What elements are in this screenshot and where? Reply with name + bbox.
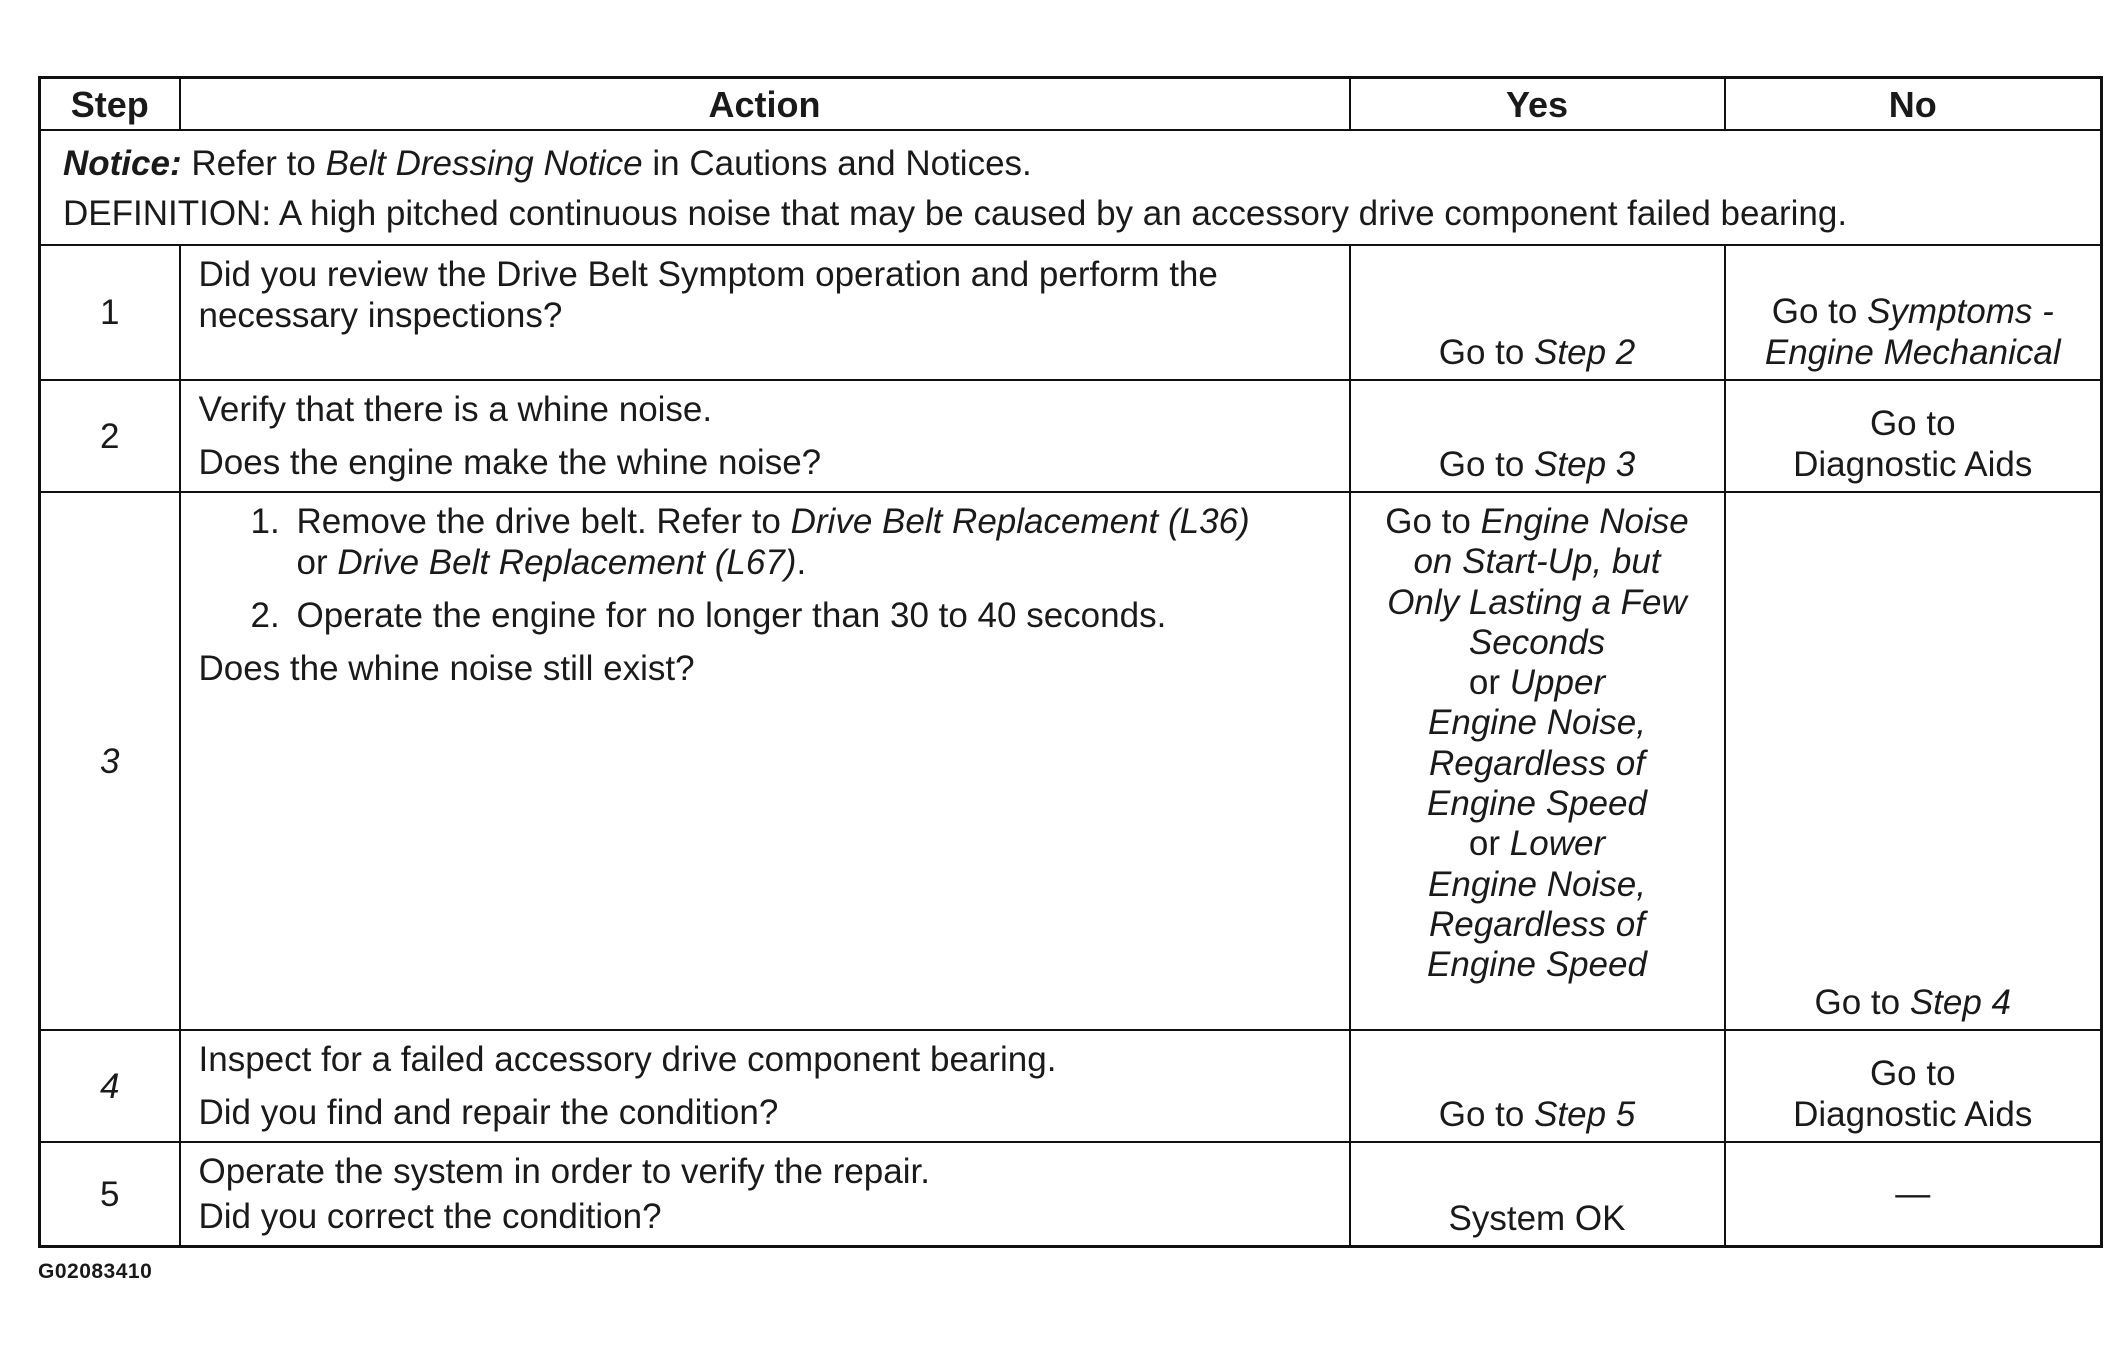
yes-cell — [1350, 1142, 1725, 1247]
table-row-step-3 — [40, 492, 2102, 1030]
yes-link-line[interactable] — [1355, 702, 1720, 742]
yes-link[interactable]: Step 3 — [1534, 445, 1636, 484]
yes-link-text[interactable]: Lower — [1509, 824, 1606, 864]
notice-link[interactable]: Belt Dressing Notice — [325, 144, 643, 183]
yes-text: System OK — [1448, 1199, 1626, 1238]
notice-line — [63, 137, 2078, 190]
yes-prefix: Go to — [1385, 502, 1481, 541]
yes-link-line[interactable] — [1355, 743, 1720, 783]
list-item — [251, 501, 1329, 583]
action-text: Inspect for a failed accessory drive component bearing. — [198, 1040, 1057, 1079]
yes-link-line[interactable] — [1355, 864, 1720, 904]
header-no: No — [1725, 78, 2102, 131]
action-text: Did you review the Drive Belt Symptom operation and perform the — [198, 255, 1218, 294]
action-text: necessary inspections? — [198, 296, 563, 335]
table-row-step-2 — [40, 380, 2102, 492]
no-link[interactable]: Diagnostic Aids — [1793, 445, 2033, 484]
yes-link-text[interactable]: on Start-Up, but — [1413, 542, 1661, 582]
yes-link-text[interactable]: Seconds — [1468, 622, 1606, 662]
notice-suffix: in Cautions and Notices. — [642, 144, 1032, 183]
notice-prefix: Refer to — [181, 144, 326, 183]
yes-link-line[interactable] — [1355, 783, 1720, 823]
no-link[interactable]: Diagnostic Aids — [1793, 1095, 2033, 1134]
yes-link-text[interactable]: Engine Speed — [1427, 784, 1647, 824]
yes-link-line[interactable] — [1355, 582, 1720, 622]
step-number: 5 — [40, 1142, 180, 1247]
yes-cell — [1350, 492, 1725, 1030]
yes-prefix: Go to — [1438, 445, 1535, 484]
action-text: Verify that there is a whine noise. — [198, 390, 713, 429]
list-item-number: 2. — [250, 596, 280, 635]
yes-prefix: or — [1468, 824, 1510, 864]
header-yes: Yes — [1350, 78, 1725, 131]
yes-link-line[interactable] — [1355, 541, 1720, 581]
action-cell — [180, 380, 1350, 492]
no-prefix: Go to — [1771, 292, 1868, 331]
yes-link-line[interactable] — [1355, 501, 1720, 541]
no-cell — [1725, 1030, 2102, 1142]
yes-link-text[interactable]: Engine Noise, — [1428, 864, 1646, 904]
no-cell — [1725, 492, 2102, 1030]
yes-cell — [1350, 380, 1725, 492]
step-number: 3 — [40, 492, 180, 1030]
step-number: 4 — [40, 1030, 180, 1142]
action-cell — [180, 1030, 1350, 1142]
yes-link-line[interactable] — [1355, 904, 1720, 944]
yes-link-line[interactable] — [1355, 944, 1720, 984]
notice-label: Notice: — [63, 144, 182, 183]
step-number: 2 — [40, 380, 180, 492]
yes-link-text[interactable]: Engine Speed — [1427, 945, 1647, 985]
table-header-row — [40, 78, 2102, 131]
action-text: Operate the engine for no longer than 30 to 40 seconds. — [296, 596, 1167, 635]
notice-row — [40, 130, 2102, 245]
yes-prefix: Go to — [1438, 333, 1535, 372]
list-item-number: 1. — [250, 502, 280, 541]
yes-link-text[interactable]: Regardless of — [1429, 743, 1645, 783]
no-cell — [1725, 1142, 2102, 1247]
yes-link-text[interactable]: Engine Noise, — [1428, 703, 1646, 743]
no-link[interactable]: Engine Mechanical — [1764, 333, 2061, 372]
yes-link-text[interactable]: Only Lasting a Few — [1387, 582, 1687, 622]
action-steps-list — [199, 501, 1329, 636]
step-number: 1 — [40, 245, 180, 380]
yes-cell — [1350, 245, 1725, 380]
action-link[interactable]: Drive Belt Replacement (L67) — [337, 543, 797, 582]
yes-prefix: or — [1468, 663, 1510, 703]
no-text: — — [1895, 1174, 1931, 1214]
figure-code: G02083410 — [38, 1260, 153, 1283]
action-text: Does the engine make the whine noise? — [198, 443, 822, 482]
yes-link-line[interactable] — [1355, 662, 1720, 702]
header-step: Step — [40, 78, 180, 131]
action-cell — [180, 245, 1350, 380]
yes-cell — [1350, 1030, 1725, 1142]
action-cell — [180, 492, 1350, 1030]
table-row-step-1 — [40, 245, 2102, 380]
no-prefix: Go to — [1814, 983, 1910, 1022]
yes-prefix: Go to — [1438, 1095, 1535, 1134]
yes-link-list — [1351, 493, 1724, 985]
yes-link-text[interactable]: Upper — [1509, 663, 1606, 703]
action-text: Operate the system in order to verify the repair. — [198, 1152, 930, 1191]
table-row-step-5 — [40, 1142, 2102, 1247]
list-item — [251, 595, 1329, 636]
definition-text: DEFINITION: A high pitched continuous noise that may be caused by an accessory drive component failed bearing. — [63, 194, 1848, 233]
action-text: . — [796, 543, 807, 582]
yes-link-text[interactable]: Engine Noise — [1480, 502, 1689, 541]
header-action: Action — [180, 78, 1350, 131]
action-link[interactable]: Drive Belt Replacement (L36) — [790, 502, 1250, 541]
action-text: Did you correct the condition? — [198, 1197, 662, 1236]
table-row-step-4 — [40, 1030, 2102, 1142]
no-text: Go to — [1869, 1054, 1956, 1093]
action-text: or — [296, 543, 338, 582]
yes-link-line[interactable] — [1355, 622, 1720, 662]
yes-link-line[interactable] — [1355, 823, 1720, 863]
no-link[interactable]: Symptoms - — [1867, 292, 2054, 331]
yes-link-text[interactable]: Regardless of — [1429, 904, 1645, 944]
action-text: Remove the drive belt. Refer to — [296, 502, 791, 541]
yes-link[interactable]: Step 5 — [1534, 1095, 1636, 1134]
diagnostic-table — [38, 76, 2103, 1248]
action-text: Did you find and repair the condition? — [198, 1093, 779, 1132]
action-cell — [180, 1142, 1350, 1247]
notice-cell — [40, 130, 2102, 245]
no-cell — [1725, 245, 2102, 380]
no-link[interactable]: Step 4 — [1909, 983, 2012, 1022]
action-question: Does the whine noise still exist? — [198, 649, 695, 688]
no-text: Go to — [1869, 404, 1956, 443]
no-cell — [1725, 380, 2102, 492]
yes-link[interactable]: Step 2 — [1534, 333, 1636, 372]
